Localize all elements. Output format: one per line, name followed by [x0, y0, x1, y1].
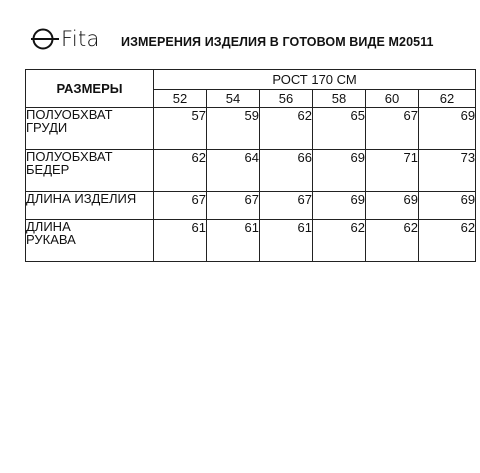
fita-logo-ring-icon	[30, 27, 60, 51]
table-row	[26, 150, 476, 192]
size-label: 60	[366, 90, 419, 108]
table-row	[26, 192, 476, 220]
size-label: 58	[313, 90, 366, 108]
table-header-row	[26, 70, 476, 90]
table-cell: 67	[366, 108, 419, 150]
table-cell: 62	[260, 108, 313, 150]
table-cell: 69	[313, 150, 366, 192]
table-cell: 64	[207, 150, 260, 192]
page-title: ИЗМЕРЕНИЯ ИЗДЕЛИЯ В ГОТОВОМ ВИДЕ М20511	[121, 35, 434, 49]
table-row	[26, 108, 476, 150]
table-cell: 67	[154, 192, 207, 220]
table-row	[26, 220, 476, 262]
row-label: ПОЛУОБХВАТ БЕДЕР	[26, 150, 154, 192]
row-label: ДЛИНА ИЗДЕЛИЯ	[26, 192, 154, 220]
height-header: РОСТ 170 СМ	[154, 70, 476, 90]
table-cell: 67	[260, 192, 313, 220]
row-label: ПОЛУОБХВАТ ГРУДИ	[26, 108, 154, 150]
table-cell: 61	[207, 220, 260, 262]
table-cell: 59	[207, 108, 260, 150]
brand-logo	[30, 27, 100, 51]
size-label: 54	[207, 90, 260, 108]
table-cell: 71	[366, 150, 419, 192]
size-label: 62	[419, 90, 476, 108]
table-cell: 69	[419, 108, 476, 150]
table-cell: 73	[419, 150, 476, 192]
table-cell: 62	[313, 220, 366, 262]
table-cell: 57	[154, 108, 207, 150]
table-cell: 66	[260, 150, 313, 192]
table-cell: 69	[313, 192, 366, 220]
table-cell: 69	[419, 192, 476, 220]
size-label: 56	[260, 90, 313, 108]
table-cell: 61	[260, 220, 313, 262]
table-cell: 62	[366, 220, 419, 262]
table-cell: 67	[207, 192, 260, 220]
size-chart-table	[25, 69, 476, 262]
sizes-header: РАЗМЕРЫ	[26, 70, 154, 108]
brand-name: Fita	[61, 27, 100, 51]
table-cell: 62	[154, 150, 207, 192]
table-cell: 65	[313, 108, 366, 150]
table-cell: 62	[419, 220, 476, 262]
table-cell: 61	[154, 220, 207, 262]
row-label: ДЛИНА РУКАВА	[26, 220, 154, 262]
table-cell: 69	[366, 192, 419, 220]
size-label: 52	[154, 90, 207, 108]
